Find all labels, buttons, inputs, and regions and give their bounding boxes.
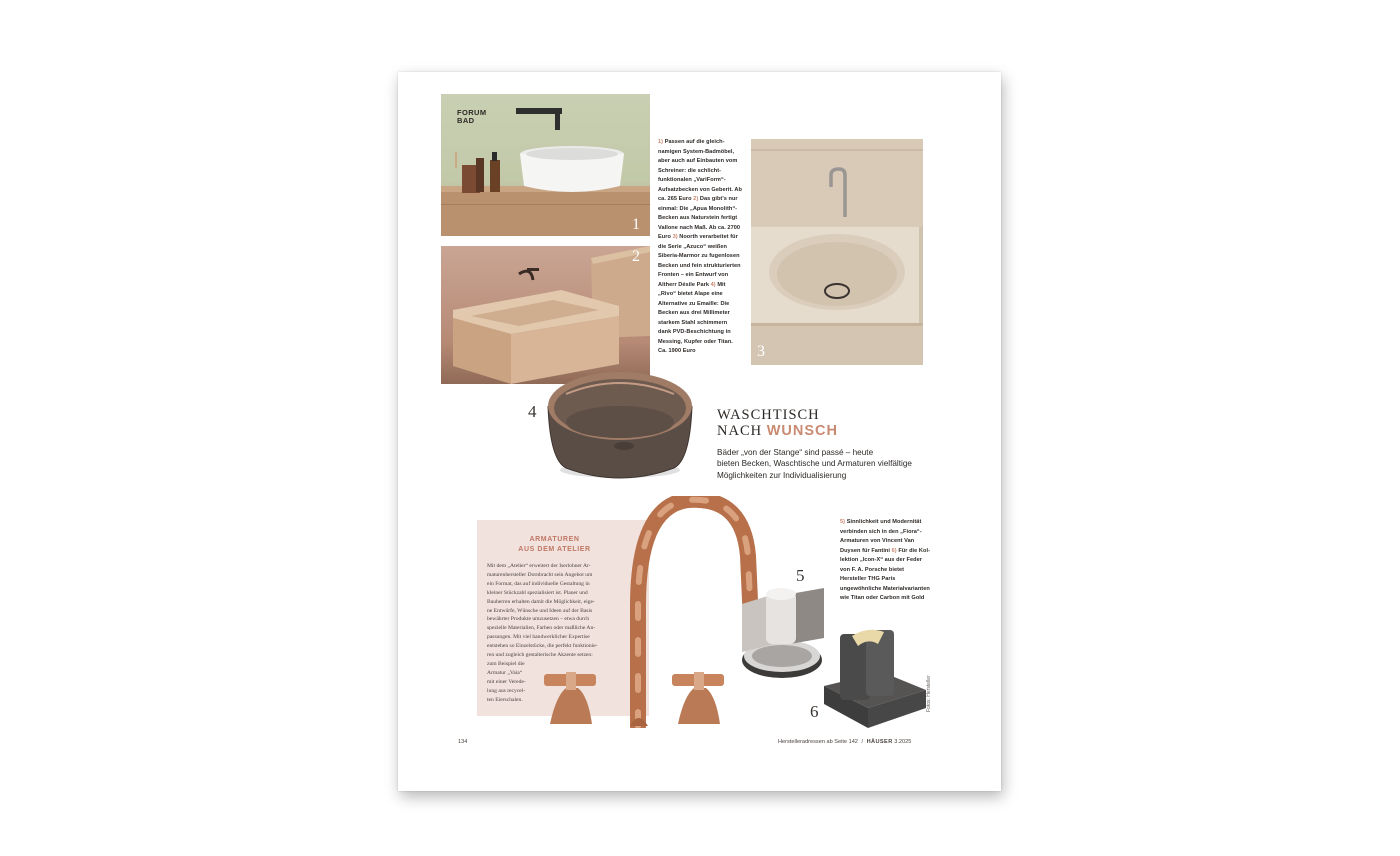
- sidebar-line: entstehen so Einzelstücke, die perfekt funktionie-: [487, 643, 598, 650]
- image-3-marble-basin: [751, 139, 923, 365]
- basin-illustration-3: [751, 139, 923, 365]
- image-number-4: 4: [528, 402, 537, 421]
- headline-accent: WUNSCH: [766, 423, 838, 439]
- sidebar-line: ten Eierschalen.: [487, 696, 523, 703]
- image-1-vessel-basin: [441, 94, 650, 236]
- caption-text-1: Passen auf die gleichnamigen System-Badmöbel, aber auch auf Einbauten vom Schreiner: die schlicht-funktionalen „VariForm“-Aufsatzbecken von Geberit. Ab ca. 265 Euro: [658, 139, 742, 202]
- page-number: 134: [458, 739, 468, 745]
- caption-ref-5: 5): [840, 519, 846, 525]
- caption-bottom: [840, 518, 930, 604]
- caption-ref-1: 1): [658, 139, 664, 145]
- footer-right: [778, 739, 911, 745]
- footer-addresses: Herstelleradressen ab Seite 142: [778, 739, 858, 745]
- sidebar-line: kleiner Stückzahl spezialisiert ist. Planer und: [487, 589, 588, 596]
- caption-ref-3: 3): [672, 234, 678, 240]
- headline-line2-prefix: NACH: [717, 423, 767, 439]
- sidebar-line: bewährter Produkte umzusetzen – etwa durch: [487, 616, 590, 623]
- headline-line1: WASCHTISCH: [717, 407, 820, 423]
- caption-ref-4: 4): [710, 281, 716, 288]
- intro-line3: Möglichkeiten zur Individualisierung: [717, 470, 847, 480]
- image-4-copper-basin: [544, 372, 696, 484]
- footer-magazine: HÄUSER: [866, 739, 893, 745]
- caption-text-6: Für die Kollektion „Icon-X“ aus der Feder von F. A. Porsche bietet Hersteller THG Paris ungewöhnliche Materialvarianten wie Titan oder Carbon mit Gold: [840, 547, 930, 601]
- sidebar-line: maturenhersteller Dornbracht sein Angebot um: [487, 571, 593, 578]
- caption-text-5: Sinnlichkeit und Modernität verbinden sich in den „Fiora“-Armaturen von Vincent Van Duysen für Fantini: [840, 519, 922, 554]
- sidebar-title-line1: ARMATUREN: [529, 536, 580, 543]
- image-5-fiora-tap: [738, 586, 830, 682]
- image-number-6: 6: [810, 702, 819, 721]
- sidebar-line: Mit dem „Atelier“ erweitert der Iserlohner Ar-: [487, 563, 591, 569]
- headline: [717, 407, 838, 439]
- caption-ref-2: 2): [693, 196, 699, 202]
- image-2-stone-basin: [441, 246, 650, 384]
- sidebar-line: spezielle Materialien, Farben oder maßliche An-: [487, 625, 596, 632]
- caption-ref-6: 6): [891, 547, 897, 554]
- sidebar-line: passungen. Mit viel handwerklicher Expertise: [487, 634, 590, 641]
- image-number-1: 1: [632, 216, 640, 233]
- sidebar-line: lung aus recycel-: [487, 687, 526, 694]
- section-label-line2: BAD: [457, 115, 475, 125]
- sidebar-title-line2: AUS DEM ATELIER: [518, 545, 591, 553]
- basin-illustration-2: [441, 246, 650, 384]
- sidebar-line: ren und zugleich gestalterische Akzente setzen:: [487, 652, 593, 659]
- caption-top: [658, 138, 742, 357]
- sidebar-line: Bauherren erhalten damit die Möglichkeit, eige-: [487, 598, 595, 605]
- caption-text-3: Noorth verarbeitet für die Serie „Azuco“ weißen Siberia-Marmor zu fugenlosen Becken und fein strukturierten Fronten – ein Entwurf von Altherr Désile Park: [658, 234, 741, 288]
- intro-line2: bieten Becken, Waschtische und Armaturen vielfältige: [717, 459, 912, 469]
- footer-issue: 3.2025: [894, 739, 912, 745]
- image-number-5: 5: [796, 566, 805, 585]
- sidebar-line: zum Beispiel die: [487, 660, 525, 667]
- footer-separator: /: [861, 739, 864, 745]
- image-6-icon-x-tap: [822, 624, 928, 728]
- section-label-line1: FORUM: [457, 108, 487, 117]
- caption-text-2: Das gibt's nur einmal: Die „Apua Monolith“-Becken aus Naturstein fertigt Vallone nach Maß. Ab ca. 2700 Euro: [658, 196, 741, 240]
- image-number-3: 3: [757, 343, 765, 360]
- intro-line1: Bäder „von der Stange“ sind passé – heute: [717, 448, 874, 457]
- magazine-page: [398, 72, 1001, 791]
- sidebar-line: Armatur „Vaia“: [487, 669, 523, 676]
- image-number-2: 2: [632, 248, 640, 265]
- sidebar-line: ein Format, das auf individuelle Gestaltung in: [487, 580, 590, 587]
- photo-credit: Fotos: Hersteller: [926, 675, 932, 712]
- sidebar-line: mit einer Verede-: [487, 678, 526, 685]
- intro-text: [717, 447, 912, 481]
- sidebar-line: ne Entwürfe, Wünsche und Ideen auf der Basis: [487, 607, 593, 614]
- caption-text-4: Mit „Rivo“ bietet Alape eine Alternative zu Emaille: Die Becken aus drei Millimeter starkem Stahl schimmern dank PVD-Beschichtung in Messing, Kupfer oder Titan. Ca. 1900 Euro: [658, 281, 733, 354]
